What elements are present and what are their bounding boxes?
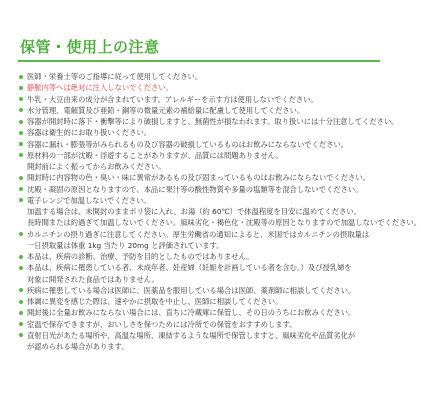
note-item bbox=[18, 127, 380, 138]
title-divider bbox=[18, 60, 380, 62]
bullet-icon bbox=[19, 300, 23, 304]
note-text-line: 加温する場合は、未開封のままポリ袋に入れ、お湯（約 60℃）で体温程度を目安に温めてください。 bbox=[27, 207, 361, 216]
bullet-icon bbox=[19, 176, 23, 180]
note-item bbox=[18, 330, 380, 353]
note-item bbox=[18, 251, 380, 262]
note-text-line: 容器は衛生的にお取り扱いください。 bbox=[27, 128, 152, 138]
note-text-line: 開封前によく振ってからお飲みください。 bbox=[27, 162, 166, 171]
note-item bbox=[18, 150, 380, 173]
note-text-line: 牛乳・大豆由来の成分が含まれています。アレルギーを示す方は使用しないでください。 bbox=[27, 94, 318, 104]
note-text-line: カルニチンの摂り過ぎに注意してください。厚生労働省の通知によると、米国ではカルニチンの摂取量は bbox=[27, 229, 370, 239]
note-text-line: 対象に開発された食品ではありません。 bbox=[27, 274, 159, 284]
note-text-line: 原材料の一部が沈殿・浮遊することがありますが、品質には問題ありません。 bbox=[27, 150, 283, 160]
bullet-icon bbox=[19, 97, 23, 101]
note-text-line: 静脈内等へは絶対に注入しないでください。 bbox=[27, 83, 173, 93]
bullet-icon bbox=[19, 198, 23, 202]
note-item bbox=[18, 184, 380, 195]
note-text-line: 開封時に内容物の色・臭い・味に異常があるもの及び固まっているものはお飲みにならないでください。 bbox=[27, 173, 370, 183]
note-text-line: 一日摂取量は体重 1kg 当たり 20mg と評価されています。 bbox=[27, 240, 224, 250]
note-text-line: が認められる場合があります。 bbox=[27, 342, 129, 351]
bullet-icon bbox=[19, 311, 23, 315]
bullet-icon bbox=[19, 333, 23, 337]
bullet-icon bbox=[19, 255, 23, 259]
bullet-icon bbox=[19, 232, 23, 236]
bullet-icon bbox=[19, 266, 23, 270]
note-text-line: 水分管理、電解質及び亜鉛・銅等の微量元素の補給量に配慮して使用してください。 bbox=[27, 105, 305, 115]
note-item bbox=[18, 229, 380, 252]
note-text-line: 本品は、疾病の診断、治療、予防を目的としたものではありません。 bbox=[27, 252, 254, 261]
note-item bbox=[18, 94, 380, 105]
bullet-icon bbox=[19, 108, 23, 112]
bullet-icon bbox=[19, 86, 23, 90]
bullet-icon bbox=[19, 322, 23, 326]
note-text-line: 本品は、疾病に罹患している者、未成年者、妊産婦（妊娠を計画している者を含む。）及び授乳婦を bbox=[27, 263, 352, 273]
bullet-icon bbox=[19, 142, 23, 146]
note-item bbox=[18, 262, 380, 285]
note-item bbox=[18, 139, 380, 150]
note-text-line: 医師・栄養士等のご指導に従って使用してください。 bbox=[27, 72, 203, 81]
page-title: 保管・使用上の注意 bbox=[20, 38, 160, 56]
note-item bbox=[18, 296, 380, 307]
note-item bbox=[18, 307, 380, 318]
note-item bbox=[18, 172, 380, 183]
note-item bbox=[18, 319, 380, 330]
note-text-line: 疾病に罹患している場合は医師に、医薬品を服用している場合は医師、薬剤師に相談してください。 bbox=[27, 285, 356, 295]
note-text-line: 沈殿・凝固の原因となりますので、本品に果汁等の酸性物質や多量の塩類等を混合しないでください。 bbox=[27, 184, 363, 194]
note-text-line: 電子レンジで加温しないでください。 bbox=[27, 195, 151, 205]
note-text-line: 容器が開封時に落下・衝撃等により破損しますと、無菌性が損なわれます。取り扱いには十分注意してください。 bbox=[27, 117, 399, 126]
note-item bbox=[18, 71, 380, 82]
note-text-line: 容器に漏れ・膨張等がみられるもの及び容器の破損しているものはお飲みにならないでください。 bbox=[27, 139, 349, 149]
note-item bbox=[18, 105, 380, 116]
bullet-icon bbox=[19, 75, 23, 79]
note-text-line: 室温で保存できますが、おいしさを保つためには冷所での保管をおすすめします。 bbox=[27, 319, 297, 329]
bullet-icon bbox=[19, 120, 23, 124]
notes-list bbox=[18, 71, 421, 352]
note-item bbox=[18, 285, 380, 296]
bullet-icon bbox=[19, 187, 23, 191]
bullet-icon bbox=[19, 131, 23, 135]
note-text-line: 直射日光があたる場所や、高温な場所、凍結するような場所で保管しますと、風味劣化や品質劣化が bbox=[27, 330, 356, 340]
note-text-line: 開封後に全量お飲みにならない場合には、直ちに冷蔵庫に保管し、その日のうちにお飲みください。 bbox=[27, 308, 356, 318]
note-item bbox=[18, 82, 380, 93]
note-item bbox=[18, 116, 399, 127]
note-text-line: 長時間または約過ぎて加温しないでください。風味劣化・褐色化・沈殿等の原因となりますので加温しないでください。 bbox=[27, 218, 421, 228]
bullet-icon bbox=[19, 288, 23, 292]
note-text-line: 体調に異変を感じた際は、速やかに摂取を中止し、医師に相談してください。 bbox=[27, 297, 283, 306]
note-item bbox=[18, 195, 421, 229]
bullet-icon bbox=[19, 153, 23, 157]
